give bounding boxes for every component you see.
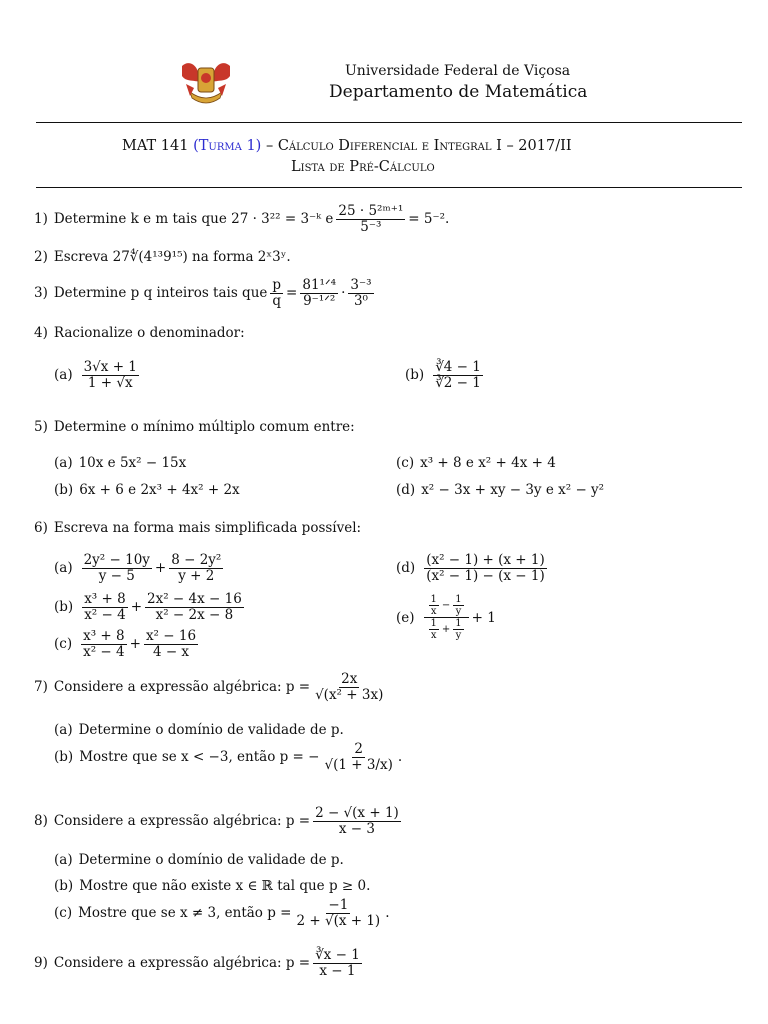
fraction bbox=[453, 618, 463, 641]
denominator: ∛2 − 1 bbox=[435, 374, 481, 391]
fraction bbox=[82, 360, 139, 391]
item-label: (a) bbox=[54, 852, 73, 868]
fraction bbox=[429, 618, 439, 641]
problem-5 bbox=[34, 419, 355, 435]
numerator: 1 bbox=[455, 618, 462, 629]
problem-4b bbox=[405, 360, 486, 391]
problem-6c bbox=[54, 629, 201, 660]
denominator: √(x² + 3x) bbox=[315, 686, 384, 703]
problem-6d bbox=[396, 553, 550, 584]
plus-operator: + bbox=[129, 636, 141, 653]
problem-number: 5) bbox=[34, 419, 48, 435]
problem-8 bbox=[34, 806, 404, 837]
problem-text: Considere a expressão algébrica: p = bbox=[53, 955, 311, 972]
problem-8c bbox=[54, 898, 390, 929]
item-label: (b) bbox=[54, 878, 74, 894]
problem-text: Escreva 27∜(4¹³9¹⁵) na forma 2ˣ3ʸ. bbox=[53, 249, 291, 265]
numerator: 2x bbox=[341, 671, 358, 687]
item-label: (e) bbox=[396, 609, 415, 626]
numerator: 81¹ᐟ⁴ bbox=[302, 277, 337, 293]
problem-text: Escreva na forma mais simplificada possível: bbox=[53, 520, 362, 536]
numerator: 8 − 2y² bbox=[171, 552, 222, 568]
item-label: (b) bbox=[54, 482, 74, 498]
denominator: 5⁻³ bbox=[360, 218, 382, 235]
problem-number: 9) bbox=[34, 955, 48, 972]
fraction bbox=[145, 592, 244, 623]
problem-6 bbox=[34, 520, 361, 536]
problem-5a bbox=[54, 455, 186, 471]
course-code: MAT 141 bbox=[122, 138, 189, 154]
problem-6a bbox=[54, 553, 226, 584]
denominator: x bbox=[430, 606, 437, 617]
problem-1 bbox=[34, 204, 449, 235]
problem-text: Racionalize o denominador: bbox=[53, 325, 245, 341]
item-text: Determine o domínio de validade de p. bbox=[78, 722, 344, 738]
problem-9 bbox=[34, 948, 365, 979]
denominator: y + 2 bbox=[178, 567, 215, 584]
item-label: (b) bbox=[405, 367, 425, 384]
problem-7a bbox=[54, 722, 344, 738]
item-expression: 10x e 5x² − 15x bbox=[78, 455, 187, 471]
problem-5d bbox=[396, 482, 604, 498]
denominator: y bbox=[455, 606, 462, 617]
item-text: Determine o domínio de validade de p. bbox=[78, 852, 344, 868]
numerator: −1 bbox=[328, 897, 349, 913]
numerator: 3⁻³ bbox=[350, 277, 372, 293]
plus-operator: + bbox=[154, 560, 167, 577]
numerator: 1 bbox=[430, 618, 437, 629]
denominator: x − 3 bbox=[338, 820, 375, 837]
problem-number: 3) bbox=[34, 285, 48, 302]
denominator: y bbox=[455, 630, 462, 641]
list-subtitle: Lista de Pré-Cálculo bbox=[291, 159, 435, 175]
course-name: Cálculo Diferencial e Integral I – 2017/II bbox=[277, 138, 572, 154]
numerator: p bbox=[272, 277, 282, 293]
department-name: Departamento de Matemática bbox=[329, 82, 588, 102]
title-separator: – bbox=[261, 138, 278, 154]
item-label: (b) bbox=[54, 749, 74, 766]
problem-5c bbox=[396, 455, 556, 471]
problem-number: 7) bbox=[34, 679, 48, 696]
item-label: (c) bbox=[54, 905, 73, 922]
fraction bbox=[313, 672, 385, 703]
fraction bbox=[336, 204, 405, 235]
numerator: ∛x − 1 bbox=[315, 947, 360, 963]
denominator: (x² − 1) − (x − 1) bbox=[426, 567, 545, 584]
problem-7 bbox=[34, 672, 388, 703]
fraction bbox=[144, 629, 198, 660]
fraction bbox=[322, 742, 394, 773]
problem-text: Determine o mínimo múltiplo comum entre: bbox=[53, 419, 355, 435]
numerator: 2 bbox=[354, 741, 363, 757]
numerator: 2 − √(x + 1) bbox=[315, 805, 399, 821]
item-expression: x² − 3x + xy − 3y e x² − y² bbox=[421, 482, 605, 498]
course-title bbox=[122, 138, 572, 154]
problem-number: 1) bbox=[34, 211, 48, 228]
denominator: 9⁻¹ᐟ² bbox=[303, 292, 336, 309]
item-text: Mostre que não existe x ∈ ℝ tal que p ≥ 0. bbox=[79, 878, 371, 894]
problem-number: 2) bbox=[34, 249, 48, 265]
problem-8b bbox=[54, 878, 370, 894]
plus-operator: + bbox=[130, 599, 143, 616]
denominator: x bbox=[430, 630, 437, 641]
fraction bbox=[433, 360, 483, 391]
fraction-p-over-q bbox=[270, 278, 283, 309]
fraction bbox=[313, 948, 362, 979]
denominator: 4 − x bbox=[152, 643, 190, 660]
item-label: (a) bbox=[54, 560, 73, 577]
item-tail: . bbox=[385, 905, 390, 922]
problem-tail: = 5⁻². bbox=[408, 211, 450, 228]
problem-number: 4) bbox=[34, 325, 48, 341]
numerator: 2y² − 10y bbox=[83, 552, 150, 568]
turma-link[interactable]: (Turma 1) bbox=[193, 138, 262, 154]
problem-6e bbox=[396, 594, 496, 641]
problem-8a bbox=[54, 852, 344, 868]
fraction bbox=[348, 278, 373, 309]
compound-numerator bbox=[424, 594, 469, 618]
problem-text: Determine k e m tais que 27 · 3²² = 3⁻ᵏ e bbox=[53, 211, 334, 228]
fraction bbox=[82, 592, 128, 623]
bottom-rule bbox=[36, 187, 742, 188]
item-label: (c) bbox=[54, 636, 73, 653]
item-expression: 6x + 6 e 2x³ + 4x² + 2x bbox=[79, 482, 240, 498]
university-name: Universidade Federal de Viçosa bbox=[345, 63, 571, 79]
item-expression: x³ + 8 e x² + 4x + 4 bbox=[420, 455, 556, 471]
denominator: q bbox=[272, 292, 282, 309]
denominator: 3⁰ bbox=[353, 292, 368, 309]
numerator: (x² − 1) + (x + 1) bbox=[426, 552, 545, 568]
fraction bbox=[82, 553, 152, 584]
fraction bbox=[313, 806, 401, 837]
problem-6b bbox=[54, 592, 247, 623]
numerator: x² − 16 bbox=[145, 628, 197, 644]
plus-operator: + bbox=[441, 624, 451, 635]
problem-number: 8) bbox=[34, 813, 48, 830]
numerator: x³ + 8 bbox=[84, 591, 126, 607]
item-label: (a) bbox=[54, 367, 73, 384]
item-label: (c) bbox=[396, 455, 415, 471]
item-label: (d) bbox=[396, 482, 416, 498]
item-tail: . bbox=[397, 749, 403, 766]
denominator: x² − 4 bbox=[84, 606, 126, 623]
denominator: √(1 + 3/x) bbox=[324, 756, 393, 773]
denominator: x² − 4 bbox=[83, 643, 125, 660]
denominator: 1 + √x bbox=[87, 374, 133, 391]
denominator: x² − 2x − 8 bbox=[155, 606, 234, 623]
problem-text: Determine p q inteiros tais que bbox=[53, 285, 268, 302]
problem-text: Considere a expressão algébrica: p = bbox=[53, 813, 311, 830]
item-label: (a) bbox=[54, 722, 73, 738]
fraction bbox=[169, 553, 223, 584]
compound-fraction bbox=[424, 594, 469, 641]
fraction bbox=[424, 553, 547, 584]
fraction bbox=[429, 594, 439, 617]
fraction bbox=[81, 629, 127, 660]
numerator: ∛4 − 1 bbox=[435, 359, 481, 375]
problem-4 bbox=[34, 325, 245, 341]
university-crest-logo bbox=[176, 58, 236, 108]
item-text: Mostre que se x ≠ 3, então p = bbox=[78, 905, 292, 922]
denominator: y − 5 bbox=[98, 567, 135, 584]
fraction bbox=[294, 898, 382, 929]
equals-sign: = bbox=[286, 285, 298, 302]
fraction bbox=[453, 594, 463, 617]
numerator: x³ + 8 bbox=[83, 628, 125, 644]
numerator: 25 · 5²ᵐ⁺¹ bbox=[338, 203, 404, 219]
problem-3 bbox=[34, 278, 377, 309]
item-label: (a) bbox=[54, 455, 73, 471]
numerator: 1 bbox=[430, 594, 437, 605]
minus-operator: − bbox=[441, 600, 451, 611]
problem-number: 6) bbox=[34, 520, 48, 536]
problem-4a bbox=[54, 360, 142, 391]
problem-2 bbox=[34, 249, 291, 265]
item-label: (b) bbox=[54, 599, 74, 616]
problem-text: Considere a expressão algébrica: p = bbox=[53, 679, 311, 696]
problem-7b bbox=[54, 742, 402, 773]
problem-tail: + 1 bbox=[471, 609, 496, 626]
denominator: 2 + √(x + 1) bbox=[296, 912, 381, 929]
problem-5b bbox=[54, 482, 240, 498]
fraction bbox=[300, 278, 338, 309]
numerator: 1 bbox=[455, 594, 462, 605]
numerator: 3√x + 1 bbox=[83, 359, 137, 375]
dot-operator: · bbox=[341, 285, 346, 302]
item-text: Mostre que se x < −3, então p = − bbox=[79, 749, 320, 766]
numerator: 2x² − 4x − 16 bbox=[147, 591, 242, 607]
top-rule bbox=[36, 122, 742, 123]
compound-denominator bbox=[424, 618, 469, 641]
denominator: x − 1 bbox=[319, 962, 356, 979]
item-label: (d) bbox=[396, 560, 416, 577]
